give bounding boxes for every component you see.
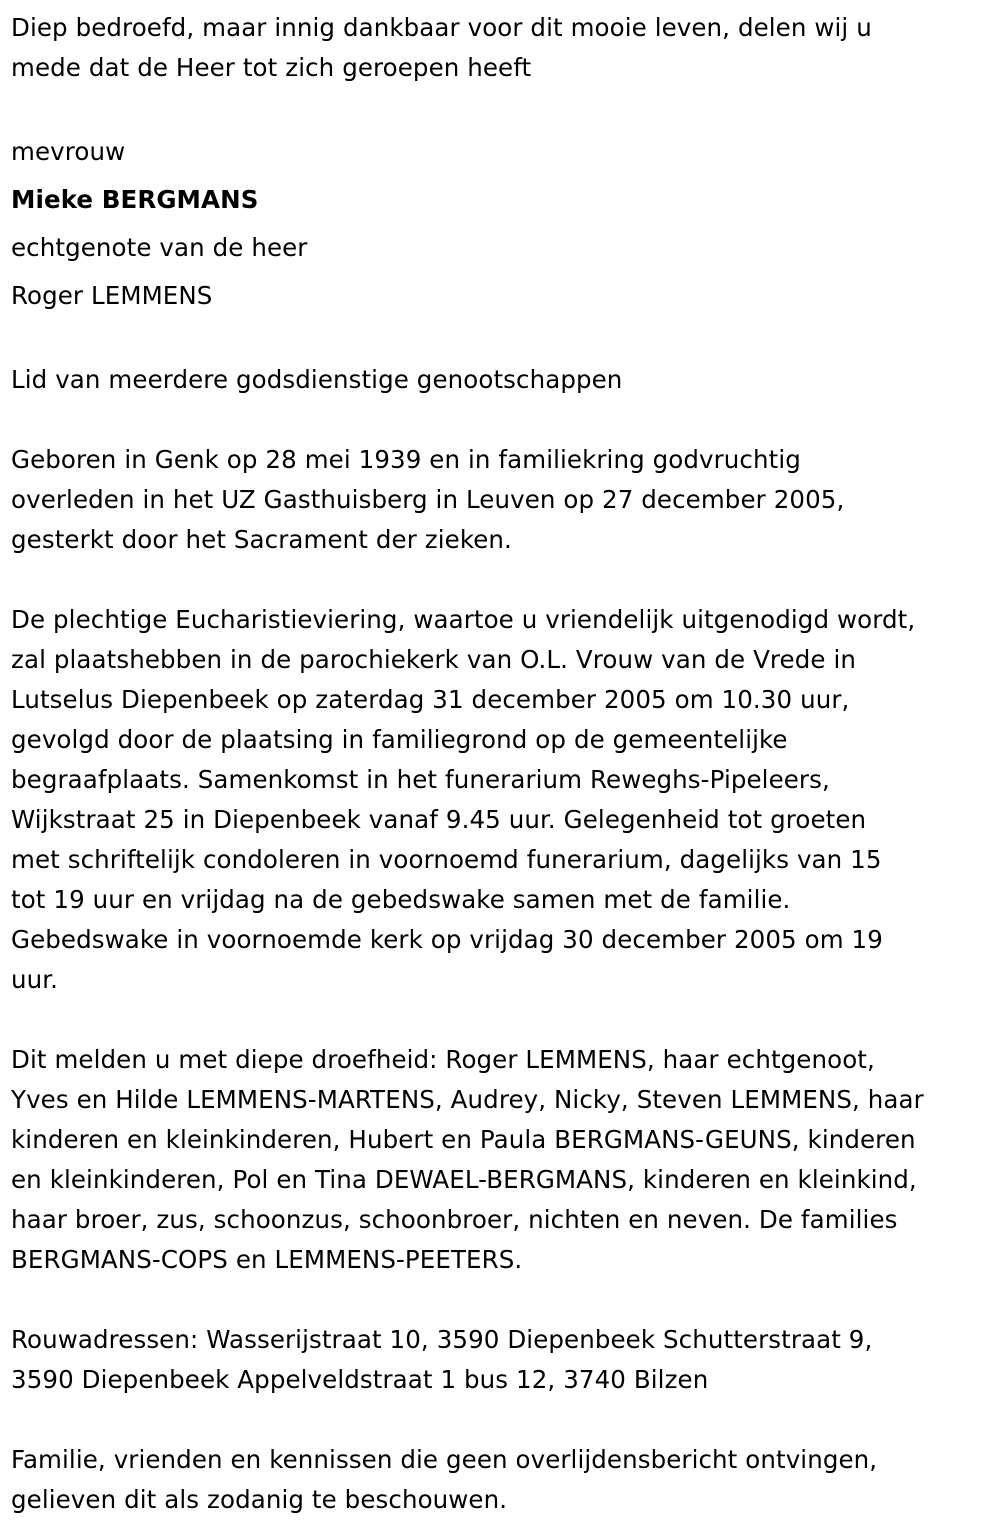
birth-death-line: Geboren in Genk op 28 mei 1939 en in familiekring godvruchtig <box>11 445 801 474</box>
deceased-block <box>11 128 996 320</box>
membership-line: Lid van meerdere godsdienstige genootschappen <box>11 365 623 394</box>
family-line: BERGMANS-COPS en LEMMENS-PEETERS. <box>11 1245 523 1274</box>
addresses-paragraph <box>11 1320 996 1400</box>
ceremony-line: Wijkstraat 25 in Diepenbeek vanaf 9.45 uur. Gelegenheid tot groeten <box>11 805 867 834</box>
paragraph-spacer <box>11 320 996 360</box>
paragraph-spacer <box>11 400 996 440</box>
family-line: en kleinkinderen, Pol en Tina DEWAEL-BERGMANS, kinderen en kleinkind, <box>11 1165 917 1194</box>
birth-death-line: overleden in het UZ Gasthuisberg in Leuven op 27 december 2005, <box>11 485 845 514</box>
family-line: haar broer, zus, schoonzus, schoonbroer, nichten en neven. De families <box>11 1205 898 1234</box>
birth-death-paragraph <box>11 440 996 560</box>
ceremony-line: zal plaatshebben in de parochiekerk van O.L. Vrouw van de Vrede in <box>11 645 856 674</box>
paragraph-spacer <box>11 1000 996 1040</box>
birth-death-line: gesterkt door het Sacrament der zieken. <box>11 525 512 554</box>
closing-line: gelieven dit als zodanig te beschouwen. <box>11 1485 508 1514</box>
paragraph-spacer <box>11 1400 996 1440</box>
intro-paragraph <box>11 8 996 88</box>
spouse-relation: echtgenote van de heer <box>11 233 308 262</box>
ceremony-line: met schriftelijk condoleren in voornoemd funerarium, dagelijks van 15 <box>11 845 882 874</box>
ceremony-paragraph <box>11 600 996 1000</box>
deceased-name: Mieke BERGMANS <box>11 185 259 214</box>
obituary-notice <box>11 8 996 1520</box>
paragraph-spacer <box>11 560 996 600</box>
family-paragraph <box>11 1040 996 1280</box>
ceremony-line: gevolgd door de plaatsing in familiegrond op de gemeentelijke <box>11 725 788 754</box>
ceremony-line: De plechtige Eucharistieviering, waartoe u vriendelijk uitgenodigd wordt, <box>11 605 916 634</box>
ceremony-line: Lutselus Diepenbeek op zaterdag 31 december 2005 om 10.30 uur, <box>11 685 850 714</box>
closing-line: Familie, vrienden en kennissen die geen overlijdensbericht ontvingen, <box>11 1445 878 1474</box>
paragraph-spacer <box>11 1280 996 1320</box>
ceremony-line: begraafplaats. Samenkomst in het funerarium Reweghs-Pipeleers, <box>11 765 830 794</box>
closing-paragraph <box>11 1440 996 1520</box>
family-line: Yves en Hilde LEMMENS-MARTENS, Audrey, Nicky, Steven LEMMENS, haar <box>11 1085 924 1114</box>
ceremony-line: Gebedswake in voornoemde kerk op vrijdag 30 december 2005 om 19 <box>11 925 883 954</box>
membership-paragraph <box>11 360 996 400</box>
family-line: Dit melden u met diepe droefheid: Roger LEMMENS, haar echtgenoot, <box>11 1045 875 1074</box>
intro-line: Diep bedroefd, maar innig dankbaar voor dit mooie leven, delen wij u <box>11 13 872 42</box>
ceremony-line: tot 19 uur en vrijdag na de gebedswake samen met de familie. <box>11 885 791 914</box>
address-line: Rouwadressen: Wasserijstraat 10, 3590 Diepenbeek Schutterstraat 9, <box>11 1325 873 1354</box>
salutation: mevrouw <box>11 137 126 166</box>
ceremony-line: uur. <box>11 965 59 994</box>
paragraph-spacer <box>11 88 996 128</box>
address-line: 3590 Diepenbeek Appelveldstraat 1 bus 12, 3740 Bilzen <box>11 1365 709 1394</box>
intro-line: mede dat de Heer tot zich geroepen heeft <box>11 53 532 82</box>
family-line: kinderen en kleinkinderen, Hubert en Paula BERGMANS-GEUNS, kinderen <box>11 1125 916 1154</box>
spouse-name: Roger LEMMENS <box>11 281 213 310</box>
